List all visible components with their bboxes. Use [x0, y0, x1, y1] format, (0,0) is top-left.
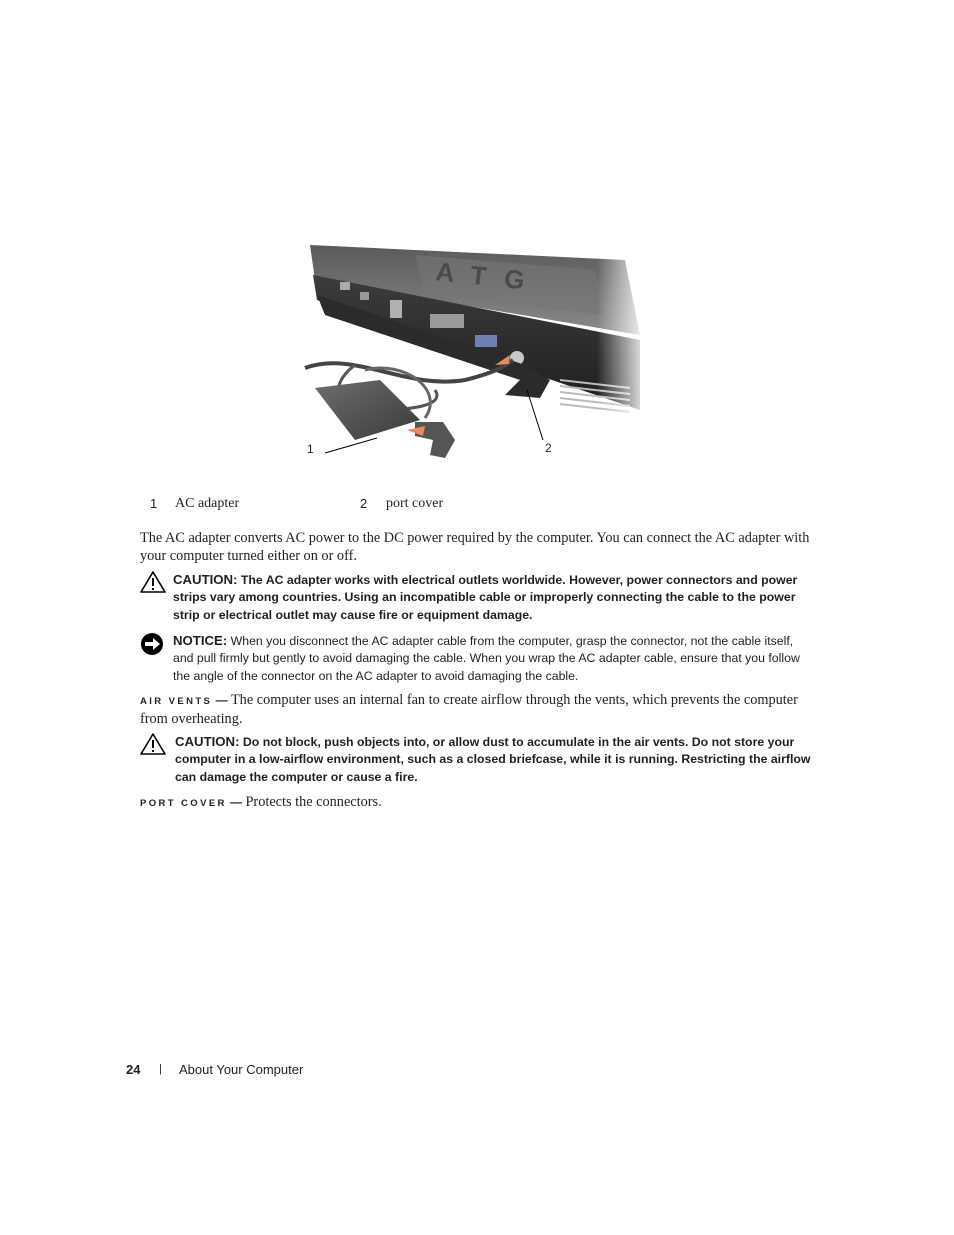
air-vents-term: AIR VENTS [140, 696, 213, 707]
warning-triangle-icon [140, 733, 166, 755]
intro-paragraph: The AC adapter converts AC power to the DC power required by the computer. You can connect the AC adapter with your computer turned either on or off. [140, 530, 810, 564]
page-number: 24 [126, 1062, 141, 1077]
notice-label: NOTICE: [173, 633, 228, 648]
laptop-back-figure [295, 240, 650, 465]
air-vents-paragraph [140, 692, 816, 728]
notice-block [140, 632, 816, 687]
footer-separator: | [159, 1063, 162, 1075]
callout-1: 1 [307, 442, 314, 456]
caution-label: CAUTION: [175, 734, 240, 749]
caution-text: The AC adapter works with electrical outlets worldwide. However, power connectors and power strips vary among countries. Using an incompatible cable or improperly connecting the cable to the power strip or electrical outlet may cause fire or equipment damage. [173, 573, 798, 622]
callout-2: 2 [545, 441, 552, 455]
caution-text: Do not block, push objects into, or allow dust to accumulate in the air vents. Do not store your computer in a low-airflow environment, such as a closed briefcase, while it is running. Restricting the airflow can damage the computer or cause a fire. [175, 735, 811, 784]
figure-legend [0, 496, 954, 514]
caution-block [140, 733, 816, 788]
notice-arrow-icon [140, 632, 166, 654]
page-footer [0, 1062, 954, 1080]
caution-label: CAUTION: [173, 572, 238, 587]
legend-label: AC adapter [175, 496, 240, 511]
legend-number: 1 [150, 496, 158, 511]
term-dash: — [212, 693, 231, 707]
air-vents-text: The computer uses an internal fan to create airflow through the vents, which prevents the computer from overheating. [140, 692, 798, 727]
warning-triangle-icon [140, 571, 166, 593]
footer-section-title: About Your Computer [179, 1062, 304, 1077]
caution-block [140, 571, 816, 626]
port-cover-paragraph [140, 794, 812, 813]
port-cover-term: PORT COVER [140, 798, 227, 809]
legend-number: 2 [360, 496, 368, 511]
laptop-illustration [295, 240, 650, 465]
legend-label: port cover [386, 496, 444, 511]
port-cover-text: Protects the connectors. [245, 794, 382, 810]
notice-text: When you disconnect the AC adapter cable from the computer, grasp the connector, not the cable itself, and pull firmly but gently to avoid damaging the cable. When you wrap the AC adapter cable, ensure that you follow the angle of the connector on the AC adapter to avoid damaging the cable. [173, 634, 800, 683]
term-dash: — [226, 795, 246, 809]
